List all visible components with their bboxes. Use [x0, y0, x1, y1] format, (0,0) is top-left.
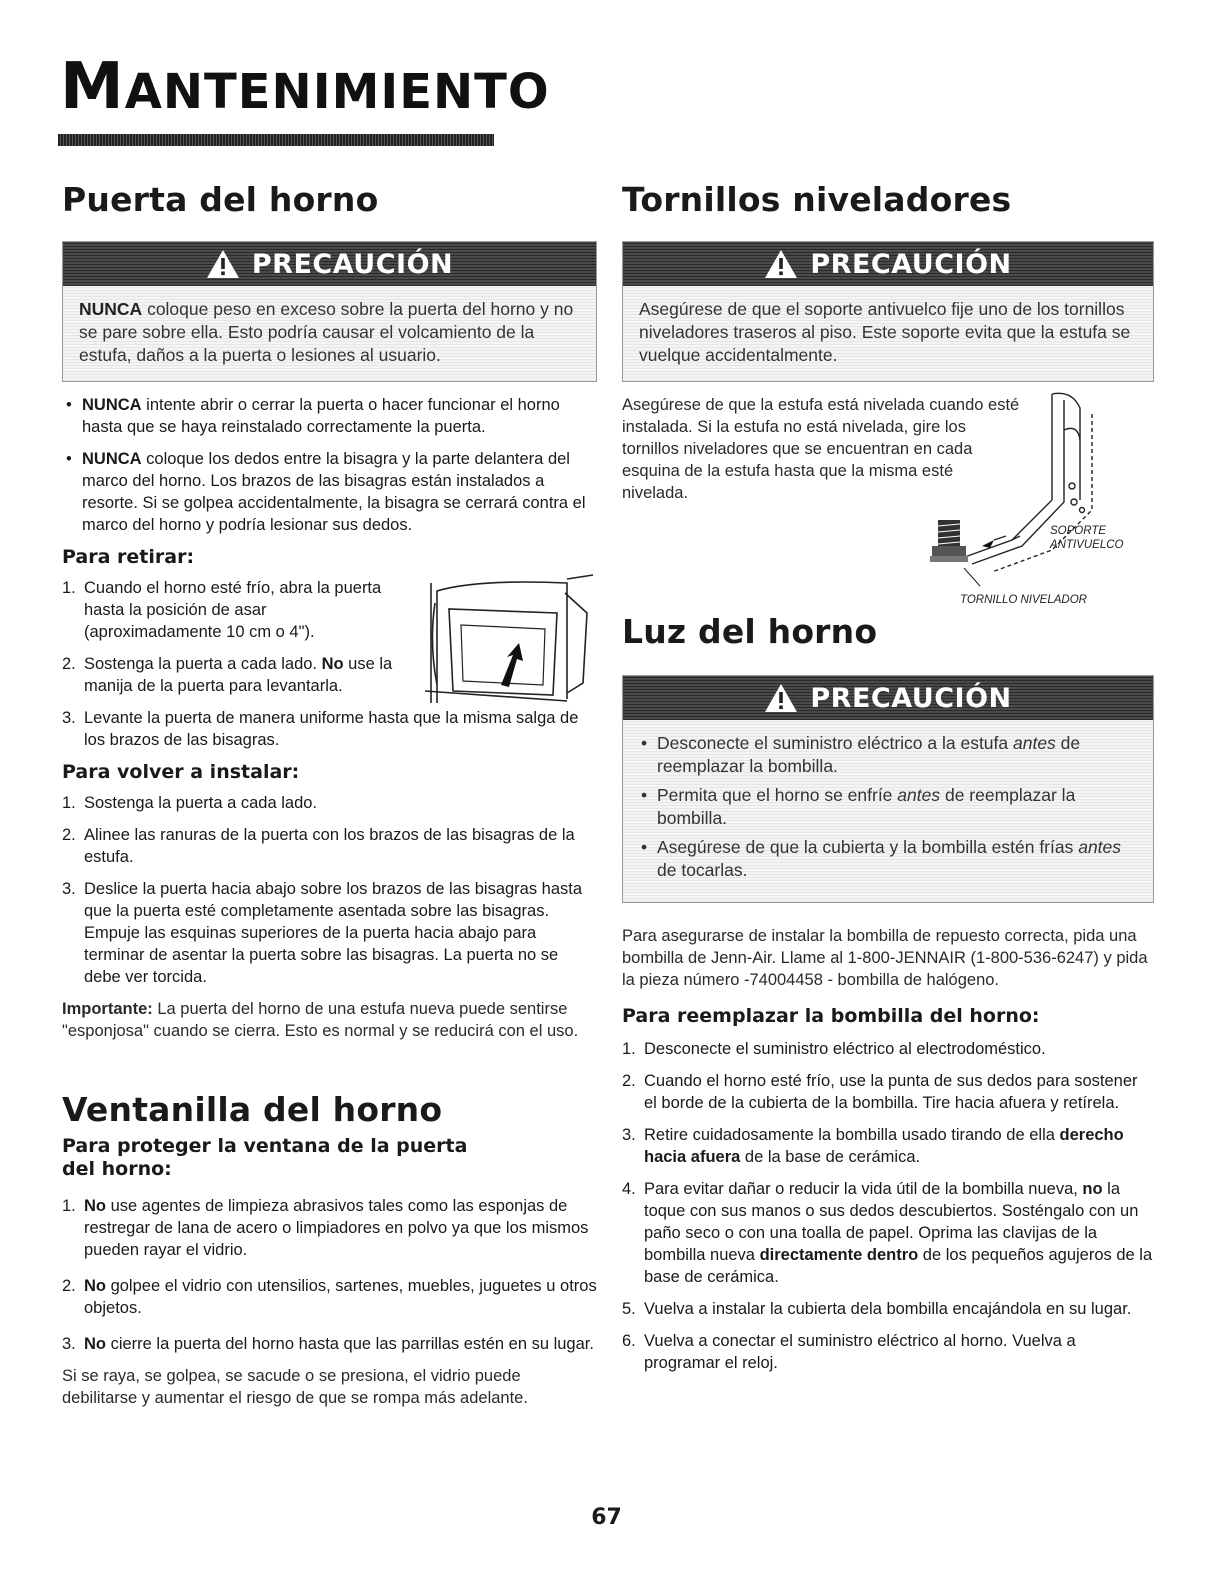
caution-bar: [63, 242, 596, 286]
install-steps: [62, 792, 597, 988]
list-item: [62, 1275, 597, 1319]
list-item: [62, 824, 597, 868]
list-item: [622, 1070, 1154, 1114]
step-text: la toque con sus manos o sus dedos descubiertos. Sosténgalo con un paño seco o con una toalla de papel. Oprima las clavijas de la bombilla nueva: [644, 1180, 1139, 1264]
caution-label: PRECAUCIÓN: [251, 248, 454, 280]
list-item: [622, 1330, 1154, 1374]
leveling-caution-box: [622, 241, 1154, 382]
step-text: golpee el vidrio con utensilios, sartenes, muebles, juguetes u otros objetos.: [84, 1277, 597, 1317]
step-number: 1.: [62, 794, 76, 812]
step-number: 2.: [622, 1072, 636, 1090]
step-text: Vuelva a conectar el suministro eléctrico al horno. Vuelva a programar el reloj.: [644, 1332, 1076, 1372]
page-title-initial: M: [60, 50, 125, 124]
step-text: Cuando el horno esté frío, use la punta de sus dedos para sostener el borde de la cubierta de la bombilla. Tire hacia afuera y retírela.: [644, 1072, 1138, 1112]
list-item: [62, 792, 597, 814]
caution-item-text: Permita que el horno se enfríe: [657, 785, 898, 805]
step-bold: No: [84, 1335, 106, 1353]
caution-item-emphasis: antes: [1078, 837, 1122, 857]
bullet-bold: NUNCA: [82, 396, 142, 414]
step-number: 3.: [62, 709, 76, 727]
step-text: de los pequeños agujeros de la base de cerámica.: [644, 1246, 1153, 1286]
list-item: [62, 878, 597, 988]
step-bold: No: [84, 1197, 106, 1215]
install-heading: Para volver a instalar:: [62, 761, 300, 783]
door-bullets: [62, 394, 597, 536]
list-item: [62, 653, 402, 697]
caution-label: PRECAUCIÓN: [810, 682, 1012, 714]
bracket-label-line: ANTIVUELCO: [1050, 539, 1124, 551]
light-heading: Luz del horno: [622, 612, 878, 651]
left-column: [62, 180, 597, 1409]
window-heading: Ventanilla del horno: [62, 1090, 443, 1129]
step-number: 6.: [622, 1332, 636, 1350]
list-item: [62, 707, 597, 751]
light-caution-box: [622, 675, 1154, 903]
step-text: Para evitar dañar o reducir la vida útil de la bombilla nueva,: [644, 1180, 1083, 1198]
bracket-label-line: SOPORTE: [1050, 525, 1107, 537]
caution-item-emphasis: antes: [1013, 733, 1056, 753]
warning-triangle-icon: [764, 249, 798, 279]
step-text: Vuelva a instalar la cubierta dela bombilla encajándola en su lugar.: [644, 1300, 1132, 1318]
bullet-text: coloque los dedos entre la bisagra y la parte delantera del marco del horno. Los brazos de las bisagras están instalados a resorte. Si se golpea accidentalmente, la bisagra se cerrará contra el marco del horno y podría lesionar sus dedos.: [82, 450, 586, 534]
caution-sentence: coloque peso en exceso sobre la puerta del horno y no se pare sobre ella. Esto podría causar el volcamiento de la estufa, daños a la puerta o lesiones al usuario.: [79, 299, 574, 365]
list-item: [639, 784, 1137, 830]
step-bold: derecho hacia afuera: [644, 1126, 1124, 1166]
step-number: 2.: [62, 655, 76, 673]
caution-item-text: de reemplazar la bombilla.: [657, 785, 1076, 828]
caution-item-text: Desconecte el suministro eléctrico a la estufa: [657, 733, 1013, 753]
list-item: [62, 394, 597, 438]
light-body: Para asegurarse de instalar la bombilla de repuesto correcta, pida una bombilla de Jenn-Air. Llame al 1-800-JENNAIR (1-800-536-6247) y pida la pieza número -74004458 - bombilla de halógeno.: [622, 927, 1148, 989]
step-number: 1.: [62, 1197, 76, 1215]
step-number: 3.: [62, 1335, 76, 1353]
page-number: 67: [591, 1505, 622, 1530]
leveling-caution-text: Asegúrese de que el soporte antivuelco fije uno de los tornillos niveladores traseros al piso. Este soporte evita que la estufa se vuelque accidentalmente.: [639, 299, 1131, 365]
step-number: 2.: [62, 1277, 76, 1295]
bracket-label: [1050, 524, 1124, 552]
door-caution-box: [62, 241, 597, 382]
right-column: [622, 180, 1154, 1384]
important-note: [62, 998, 597, 1042]
door-caution-text: [63, 286, 596, 381]
step-number: 4.: [622, 1180, 636, 1198]
replace-steps: [622, 1038, 1154, 1374]
bullet-text: intente abrir o cerrar la puerta o hacer funcionar el horno hasta que se haya reinstalado correctamente la puerta.: [82, 396, 560, 436]
page-title: [60, 50, 550, 124]
list-item: [62, 1195, 597, 1261]
step-text: use agentes de limpieza abrasivos tales como las esponjas de restregar de lana de acero o limpiadores en polvo ya que los mismos pueden rayar el vidrio.: [84, 1197, 589, 1259]
list-item: [639, 732, 1137, 778]
step-bold: no: [1082, 1180, 1103, 1198]
remove-heading: Para retirar:: [62, 546, 195, 568]
door-heading: Puerta del horno: [62, 180, 379, 219]
step-bold: directamente dentro: [759, 1246, 919, 1264]
caution-bar: [623, 676, 1153, 720]
leveling-section: [622, 394, 1154, 616]
oven-door-illustration: [417, 573, 597, 713]
step-number: 3.: [622, 1126, 636, 1144]
step-text: cierre la puerta del horno hasta que las parrillas estén en su lugar.: [106, 1335, 594, 1353]
step-text: Deslice la puerta hacia abajo sobre los brazos de las bisagras hasta que la puerta esté completamente asentada sobre las bisagras. Empuje las esquinas superiores de la puerta hacia abajo para terminar de asentar la puerta sobre las bisagras. La puerta no se debe ver torcida.: [84, 880, 583, 986]
replace-heading: Para reemplazar la bombilla del horno:: [622, 1005, 1040, 1027]
list-item: [639, 836, 1137, 882]
step-number: 3.: [62, 880, 76, 898]
warning-triangle-icon: [764, 683, 798, 713]
caution-bold-word: NUNCA: [79, 299, 143, 319]
window-subheading: Para proteger la ventana de la puerta del horno:: [62, 1135, 468, 1180]
step-text: use la manija de la puerta para levantarla.: [84, 655, 393, 695]
light-caution-text: [623, 720, 1153, 902]
step-text: Cuando el horno esté frío, abra la puerta hasta la posición de asar (aproximadamente 10 cm o 4").: [84, 579, 382, 641]
caution-item-text: de reemplazar la bombilla.: [657, 733, 1081, 776]
caution-bar: [623, 242, 1153, 286]
list-item: [622, 1298, 1154, 1320]
list-item: [62, 448, 597, 536]
leveling-body: Asegúrese de que la estufa está nivelada cuando esté instalada. Si la estufa no está nivelada, gire los tornillos niveladores que se encuentran en cada esquina de la estufa hasta que la misma esté nivelada.: [622, 396, 1020, 502]
title-rule: [58, 134, 494, 146]
step-number: 1.: [622, 1040, 636, 1058]
bullet-bold: NUNCA: [82, 450, 142, 468]
caution-item-emphasis: antes: [897, 785, 941, 805]
step-text: Levante la puerta de manera uniforme hasta que la misma salga de los brazos de las bisagras.: [84, 709, 579, 749]
window-note: Si se raya, se golpea, se sacude o se presiona, el vidrio puede debilitarse y aumentar el riesgo de que se rompa más adelante.: [62, 1367, 528, 1407]
important-text: La puerta del horno de una estufa nueva puede sentirse "esponjosa" cuando se cierra. Esto es normal y se reducirá con el uso.: [62, 1000, 579, 1040]
step-text: Desconecte el suministro eléctrico al electrodoméstico.: [644, 1040, 1046, 1058]
step-text: Alinee las ranuras de la puerta con los brazos de las bisagras de la estufa.: [84, 826, 575, 866]
list-item: [622, 1124, 1154, 1168]
page-title-rest: ANTENIMIENTO: [124, 64, 550, 120]
leveling-heading: Tornillos niveladores: [622, 180, 1012, 219]
caution-label: PRECAUCIÓN: [810, 248, 1012, 280]
step-number: 2.: [62, 826, 76, 844]
step-text: Sostenga la puerta a cada lado.: [84, 655, 322, 673]
step-bold: No: [321, 655, 344, 673]
step-bold: No: [84, 1277, 106, 1295]
list-item: [622, 1178, 1154, 1288]
remove-section: [62, 577, 597, 751]
caution-item-text: Asegúrese de que la cubierta y la bombilla estén frías: [657, 837, 1079, 857]
leveling-bracket-illustration: [902, 390, 1132, 590]
step-number: 5.: [622, 1300, 636, 1318]
window-steps: [62, 1195, 597, 1355]
step-text: de la base de cerámica.: [740, 1148, 921, 1166]
screw-label: TORNILLO NIVELADOR: [960, 594, 1087, 606]
list-item: [62, 1333, 597, 1355]
important-label: Importante:: [62, 1000, 153, 1018]
step-text: Retire cuidadosamente la bombilla usado tirando de ella: [644, 1126, 1060, 1144]
list-item: [62, 577, 402, 643]
list-item: [622, 1038, 1154, 1060]
caution-item-text: de tocarlas.: [657, 860, 748, 880]
warning-triangle-icon: [206, 249, 240, 279]
step-number: 1.: [62, 579, 76, 597]
step-text: Sostenga la puerta a cada lado.: [84, 794, 318, 812]
